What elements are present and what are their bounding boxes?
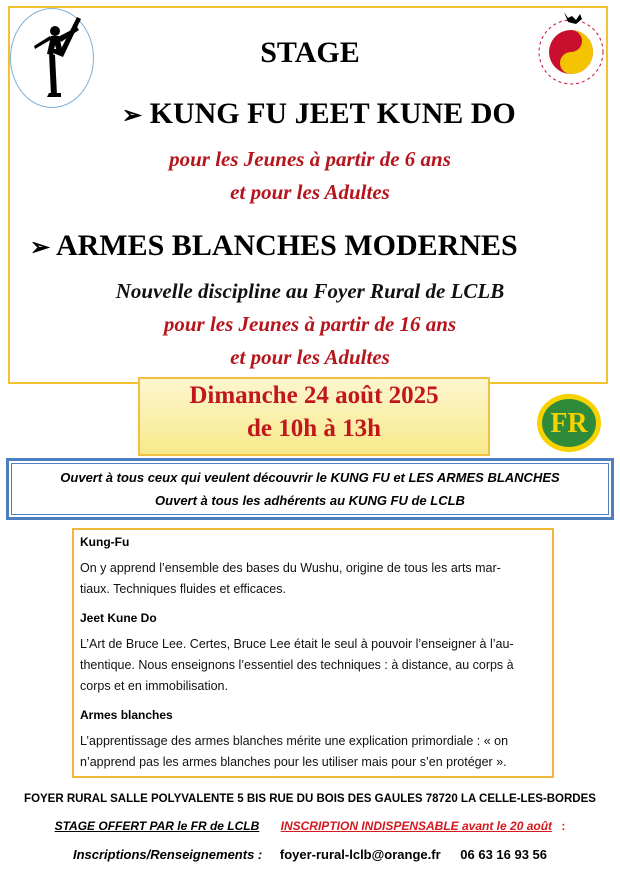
bullet-arrow-icon: ➢: [30, 235, 51, 261]
contact-label: Inscriptions/Renseignements :: [72, 847, 263, 862]
jkd-text-2: thentique. Nous enseignons l’essentiel des techniques : à distance, au corps à: [80, 658, 514, 672]
kungfu-text-1: On y apprend l’ensemble des bases du Wushu, origine de tous les arts mar-: [80, 561, 501, 575]
jkd-text-1: L’Art de Bruce Lee. Certes, Bruce Lee était le seul à pouvoir l’enseigner à l’au-: [80, 637, 514, 651]
armes-text-1: L’apprentissage des armes blanches mérite une explication primordiale : « on: [80, 734, 509, 748]
armes-text-2: n’apprend pas les armes blanches pour les utiliser mais pour s’en protéger ».: [80, 755, 507, 769]
discipline-kungfu-label: KUNG FU JEET KUNE DO: [149, 97, 516, 130]
kungfu-heading: Kung-Fu: [80, 535, 130, 549]
fr-logo-icon: [534, 392, 604, 454]
open-box: [6, 458, 614, 520]
open-line-2: Ouvert à tous les adhérents au KUNG FU de LCLB: [155, 493, 465, 508]
audience2-line2: et pour les Adultes: [230, 345, 390, 369]
audience1-line1: pour les Jeunes à partir de 6 ans: [169, 147, 451, 171]
offer-line: [0, 819, 620, 833]
contact-line: [0, 847, 620, 862]
stage-title: STAGE: [260, 36, 360, 69]
open-line-1: Ouvert à tous ceux qui veulent découvrir le KUNG FU et LES ARMES BLANCHES: [60, 470, 560, 485]
contact-phone[interactable]: 06 63 16 93 56: [460, 847, 548, 862]
fr-logo-text: FR: [550, 408, 588, 439]
discipline-armes-label: ARMES BLANCHES MODERNES: [55, 229, 518, 262]
new-discipline-note: Nouvelle discipline au Foyer Rural de LCLB: [115, 279, 505, 303]
contact-email[interactable]: foyer-rural-lclb@orange.fr: [279, 847, 441, 862]
event-time: de 10h à 13h: [246, 415, 382, 442]
armes-heading: Armes blanches: [80, 708, 173, 722]
address-line: FOYER RURAL SALLE POLYVALENTE 5 BIS RUE DU BOIS DES GAULES 78720 LA CELLE-LES-BORDES: [24, 793, 596, 805]
jkd-text-3: corps et en immobilisation.: [80, 679, 228, 693]
discipline-armes: [30, 229, 518, 263]
foyer-rural-logo: [534, 392, 604, 454]
audience1-line2: et pour les Adultes: [230, 180, 390, 204]
event-date: Dimanche 24 août 2025: [189, 382, 439, 409]
kungfu-text-2: tiaux. Techniques fluides et efficaces.: [80, 582, 286, 596]
audience2-line1: pour les Jeunes à partir de 16 ans: [163, 312, 457, 336]
offer-text: STAGE OFFERT PAR le FR de LCLB: [54, 819, 260, 833]
jkd-heading: Jeet Kune Do: [80, 611, 157, 625]
inscription-text: INSCRIPTION INDISPENSABLE avant le 20 août: [280, 819, 553, 833]
discipline-kungfu-jkd: [122, 97, 516, 131]
inscription-colon: :: [561, 819, 566, 833]
bullet-arrow-icon: ➢: [122, 103, 143, 129]
